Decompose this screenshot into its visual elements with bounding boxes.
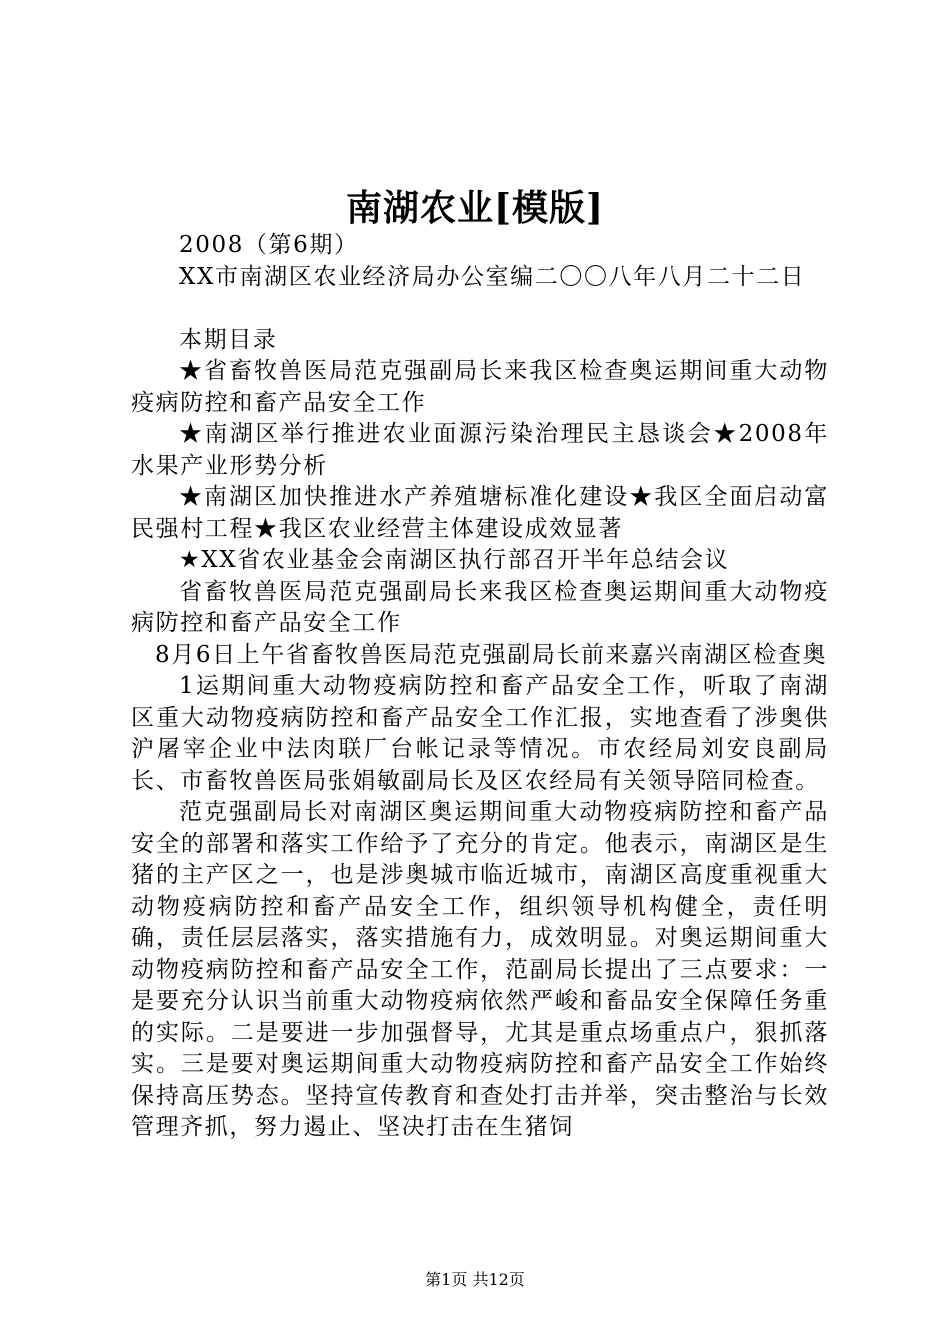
article-title: 省畜牧兽医局范克强副局长来我区检查奥运期间重大动物疫病防控和畜产品安全工作: [131, 578, 829, 636]
blank-line: [131, 293, 829, 325]
article-paragraph: 8月6日上午省畜牧兽医局范克强副局长前来嘉兴南湖区检查奥: [155, 641, 828, 668]
toc-item: ★南湖区举行推进农业面源污染治理民主恳谈会★2008年水果产业形势分析: [131, 421, 829, 479]
issue-line: 2008（第6期）: [179, 232, 359, 258]
publisher-line: XX市南湖区农业经济局办公室编二〇〇八年八月二十二日: [179, 263, 806, 290]
toc-item: ★省畜牧兽医局范克强副局长来我区检查奥运期间重大动物疫病防控和畜产品安全工作: [131, 358, 829, 416]
toc-item: ★XX省农业基金会南湖区执行部召开半年总结会议: [179, 547, 730, 573]
toc-item: ★南湖区加快推进水产养殖塘标准化建设★我区全面启动富民强村工程★我区农业经营主体建设成效显著: [131, 484, 829, 542]
article-paragraph: 范克强副局长对南湖区奥运期间重大动物疫病防控和畜产品安全的部署和落实工作给予了充分的肯定。他表示，南湖区是生猪的主产区之一，也是涉奥城市临近城市，南湖区高度重视重大动物疫病防控和畜产品安全工作，组织领导机构健全，责任明确，责任层层落实，落实措施有力，成效明显。对奥运期间重大动物疫病防控和畜产品安全工作，范副局长提出了三点要求：一是要充分认识当前重大动物疫病依然严峻和畜品安全保障任务重的实际。二是要进一步加强督导，尤其是重点场重点户，狠抓落实。三是要对奥运期间重大动物疫病防控和畜产品安全工作始终保持高压势态。坚持宣传教育和查处打击并举，突击整治与长效管理齐抓，努力遏止、坚决打击在生猪饲: [131, 799, 829, 1140]
document-body: [131, 230, 829, 1144]
document-title: 南湖农业[模版]: [345, 187, 605, 229]
article-paragraph: 1运期间重大动物疫病防控和畜产品安全工作，听取了南湖区重大动物疫病防控和畜产品安全工作汇报，实地查看了涉奥供沪屠宰企业中法肉联厂台帐记录等情况。市农经局刘安良副局长、市畜牧兽医局张娟敏副局长及区农经局有关领导陪同检查。: [131, 673, 829, 794]
toc-heading: 本期目录: [179, 326, 278, 353]
page-indicator: 第1页 共12页: [425, 1270, 525, 1289]
